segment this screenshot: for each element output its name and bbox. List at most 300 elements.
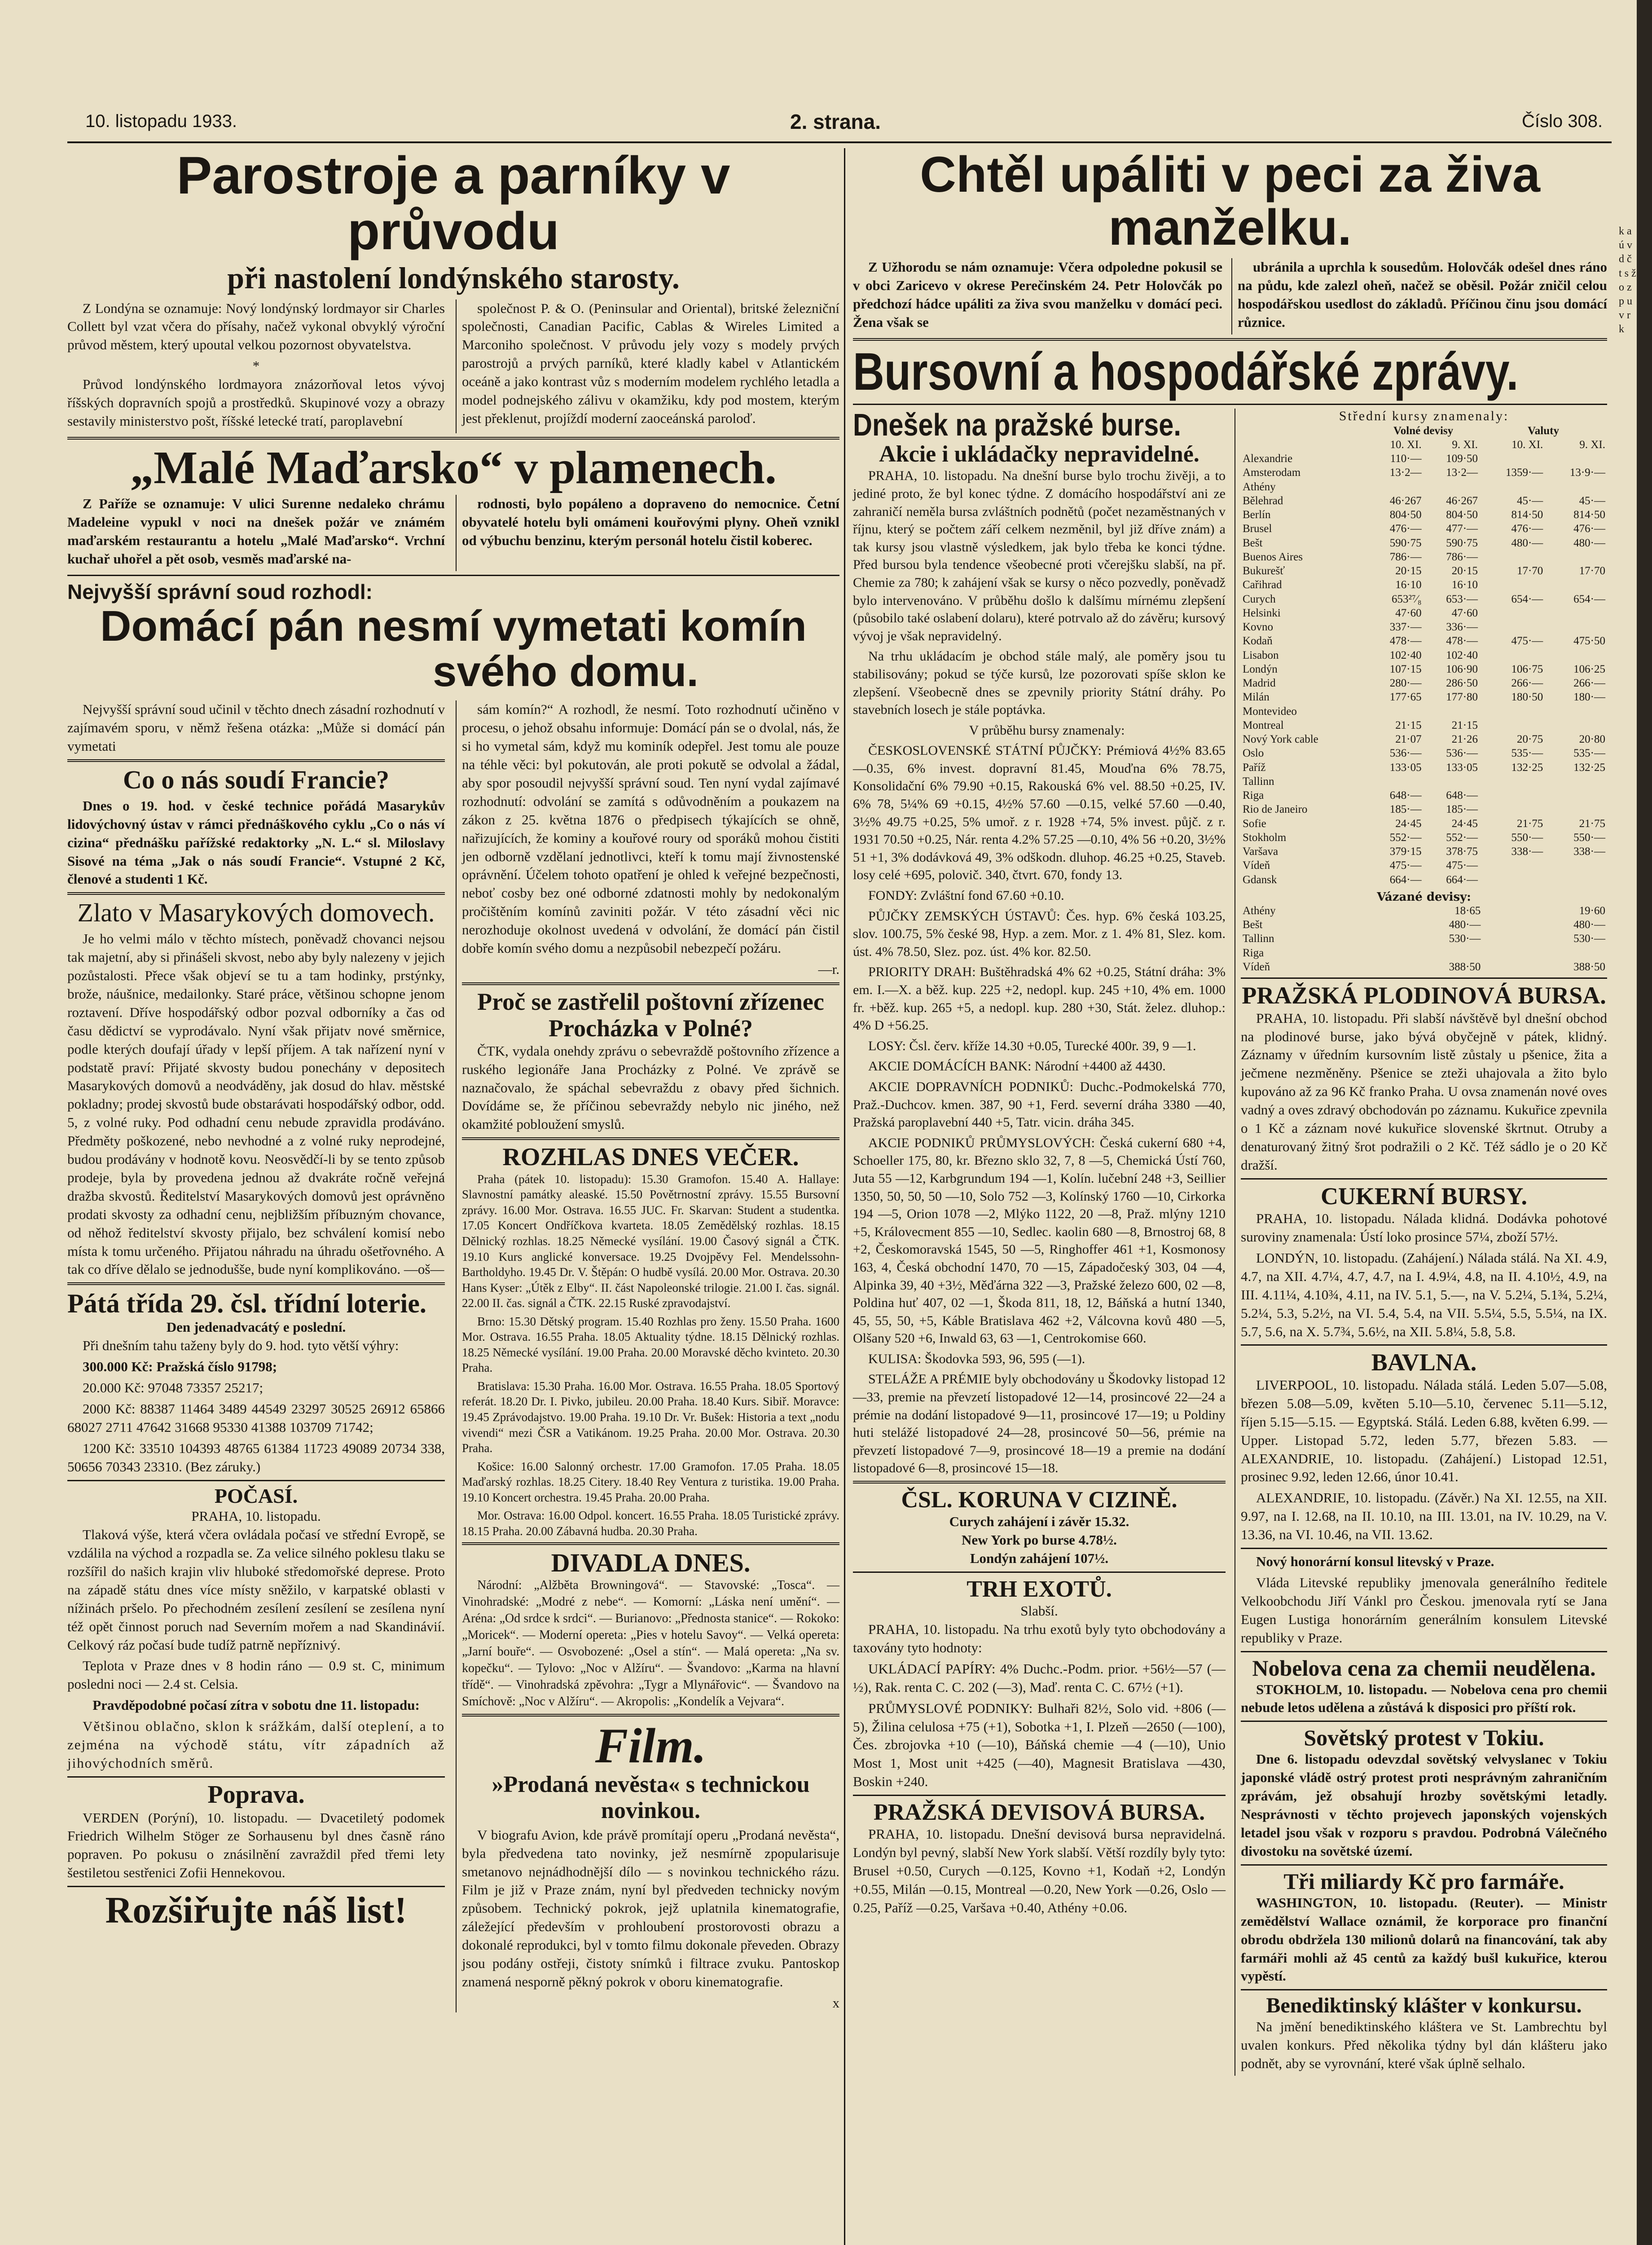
kursy-table [1241,424,1607,887]
farmari-title: Tři miliardy Kč pro farmáře. [1283,1868,1564,1894]
right-half [853,148,1607,2076]
rows-rate: 20·15 [1451,565,1478,577]
rows-rate: 102·40 [1446,649,1478,661]
plodinova-text: PRAHA, 10. listopadu. Při slabší návštěvě byl dnešní obchod na plodinové burse, jako bývá obyčejně v pátek, klidný. Záznamy v úředním kursovním listě zůstaly u pšenice, žita a ječmene nezměněny. Pšenice se zteži uhajovala a žito bylo kupováno až za 96 Kč franko Praha. U ovsa znamenán nové oves vadný a oves zdravý obchodován po záznamu. Kukuřice zpevnila o 1 Kč a záznam nové kukuřice slovenské škrtnut. Otruby a denaturovaný žitný šrot podražili o 2 Kč. Též sádlo je o 20 Kč dražší. [1241,1010,1607,1173]
rows-currency: Kodaň [1243,635,1273,647]
rows-rate [1480,480,1545,494]
rows-row [1241,761,1607,775]
vaz_rows-rate: 530·— [1449,933,1481,945]
nobel-title: Nobelova cena za chemii neudělena. [1252,1655,1596,1681]
rows-rate: 337·— [1389,621,1422,634]
rows-rate: 17·70 [1579,565,1605,577]
rows-rate: 286·50 [1446,677,1478,690]
divadla-title: DIVADLA DNES. [551,1548,751,1578]
rows-rate: 46·267 [1389,494,1422,507]
rows-currency: Paříž [1243,761,1266,774]
rows-row [1241,564,1607,578]
rows-row [1241,690,1607,704]
rows-currency: Helsinki [1243,607,1281,619]
rows-currency: Lisabon [1243,649,1279,661]
bavlna-text: LIVERPOOL, 10. listopadu. Nálada stálá. Leden 5.07—5.08, březen 5.08—5.09, květen 5.10—5.10, červenec 5.11—5.12, říjen 5.15—5.15. — Egyptská. Stálá. Leden 6.88, květen 6.99. — Upper. Listopad 5.72, leden 5.77, březen 5.83. — ALEXANDRIE, 10. listopadu. (Zahájení.) Listopad 12.51, prosinec 9.92, leden 12.66, únor 10.41. [1241,1377,1607,1485]
rows-rate: 106·25 [1573,663,1605,675]
rows-rate: 102·40 [1389,649,1422,661]
vaz_rows-rate [1358,918,1370,932]
poprava-text: VERDEN (Porýní), 10. listopadu. — Dvacetiletý podomek Friedrich Wilhelm Stöger ze Sorhausenu byl dnes časně ráno popraven. Po pokusu o znásilnění zavraždil před třemi lety šestiletou sestřenici Zofii Hennekovou. [67,1809,445,1881]
kursy-date: 10. XI. [1390,438,1422,451]
dnesek-subtitle: Akcie i ukládačky nepravidelné. [879,441,1199,467]
rows-row [1241,508,1607,522]
page-edge [1637,0,1652,2245]
dnesek-p8: LOSY: Čsl. červ. kříže 14.30 +0.05, Turecké 400r. 39, 9 —1. [868,1038,1196,1053]
rows-row [1241,858,1607,872]
rows-rate: 475·— [1446,859,1478,872]
rows-rate: 535·— [1573,747,1605,760]
vaz_rows-currency: Tallinn [1243,933,1274,945]
tokio-title: Sovětský protest v Tokiu. [1304,1725,1544,1751]
parostroje-lead: Z Londýna se oznamuje: Nový londýnský lordmayor sir Charles Collett byl vzat včera do přísahy, načež vykonal obvyklý výroční průvod městem, který upoutal velkou pozornost obyvatelstva. [67,300,445,353]
rows-row [1241,466,1607,480]
rozsirujte-banner: Rozšiřujte náš list! [105,1889,407,1932]
rows-rate: 13·2— [1446,467,1478,479]
rows-rate: 476·— [1389,523,1422,535]
rows-currency: Bělehrad [1243,494,1283,507]
rows-row [1241,634,1607,648]
francie-text: Dnes o 19. hod. v české technice pořádá Masarykův lidovýchovný ústav v rámci přednáškového cyklu „Co o nás ví cizina“ přednášku pařížské redaktorky „N. L.“ sl. Miloslavy Sisové na téma „Jak o nás soudí Francie“. Vstupné 2 Kč, členové a studenti 1 Kč. [67,797,445,887]
rows-rate [1480,858,1545,872]
rows-rate: 475·50 [1573,635,1605,647]
vaz_rows-currency: Athény [1243,904,1276,917]
exoty-subtitle: Slabší. [1020,1603,1058,1619]
vaz_rows-rate [1358,932,1370,946]
madarsko-title: „Malé Maďarsko“ v plamenech. [130,441,777,493]
rows-rate [1480,578,1545,592]
benedikt-title: Benediktinský klášter v konkursu. [1266,1994,1582,2018]
rows-rate: 478·— [1389,635,1422,647]
vaz_rows-rate [1369,946,1482,960]
bursovni-title: Bursovní a hospodářské zprávy. [853,342,1519,401]
rows-rate: 476·— [1573,523,1605,535]
rows-row [1241,873,1607,887]
star-separator: * [252,358,260,374]
madarsko-lead: Z Paříže se oznamuje: V ulici Surenne nedaleko chrámu Madeleine vypukl v noci na dnešek požár ve známém maďarském restaurantu a hotelu „Malé Maďarsko“. Vrchní kuchař uhořel a pět osob, vesměs maďarské na- [67,496,445,567]
rows-currency: Nový York cable [1243,733,1318,746]
rows-currency: Athény [1243,480,1276,493]
pocasi-text: Tlaková výše, která včera ovládala počasí ve střední Evropě, se vzdálila na východ a rozpadla se. Za velice silného poklesu tlaku se rozšířil do našich krajin vliv hluboké středomořské deprese. Proto na západě státu dnes více místy sněžilo, v karpatské oblasti v nížinách pršelo. Po přechodném zesílení zesílení se zesílena nyní též opět činnost poruch nad Severním mořem a nad Skandinávií. Celkový ráz počasí bude tudíž patrně nepříznivý. [67,1527,445,1653]
film-text: V biografu Avion, kde právě promítají operu „Prodaná nevěsta“, byla předvedena tato novinky, jež nesmírně zpopularisuje smetanovo nejnádhodnější dílo — s novinkou technického rázu. Film je již v Praze znám, nyní byl předveden technicky novým způsobem. Technický pokrok, jejž uplatnila kinematografie, záležející především v prohloubení prostorovosti obrazu a dokonalé reprodukci, byl v tomto filmu dokonale převeden. Obrazy jsou podány ostřeji, čistoty snímků i filtrace zvuku. Pantoskop znamená nesporně pěkný pokrok v oboru kinematografie. [462,1827,839,1990]
rows-row [1241,648,1607,662]
vaz_rows-rate: 480·— [1573,919,1605,931]
tokio-text: Dne 6. listopadu odevzdal sovětský velvyslanec v Tokiu japonské vládě ostrý protest proti nesprávným zahraničním zprávám, jež obsahují hrozby sovětskými letadly. Nesprávnosti v těchto projevech japonských vojenských letadel jsou však v rozporu s pravdou. Podrobná Válečného divostoku na sovětské území. [1241,1751,1607,1859]
postovni-text: ČTK, vydala onehdy zprávu o sebevraždě poštovního zřízence a ruského legionáře Jana Procházky z Polné. Ve zprávě se naznačovalo, že spáchal sebevraždu z obavy před šichnich. Dovídáme se, že příčinou sebevraždy nebylo nic jiného, než okamžité pobloužení smyslů. [462,1043,839,1132]
adjacent-page-fragment: k a ú v d č t s ž o z p u v r k [1619,225,1636,335]
rows-rate: 804·50 [1446,509,1478,521]
rozhlas-brno: Brno: 15.30 Dětský program. 15.40 Rozhlas pro ženy. 15.50 Praha. 1600 Mor. Ostrava. 16.55 Praha. 18.05 Aktuality týdne. 18.15 Dělnický rozhlas. 18.25 Německé vysílání. 19.00 Praha. 20.00 Moravské děcho kvinteto. 20.30 Praha. [462,1314,839,1375]
rows-rate: 177·65 [1389,691,1422,704]
soud-title: Domácí pán nesmí vymetati komín [100,602,807,650]
rows-row [1241,845,1607,858]
rows-row [1241,550,1607,564]
dnesek-p11: AKCIE PODNIKŮ PRŮMYSLOVÝCH: Česká cukerní 680 +4, Schoeller 175, 80, kr. Březno sklo 32, 7, 8 —5, Chemická Ústí 760, Juta 55 —12, Karbgrundum 194 —1, Kolín. lučební 248 +3, Seillier 1350, 50, 50, 50 —10, Solo 752 —3, Kolínský 1760 —10, Cirkorka 194 —5, Orion 1078 —2, Mlýko 1122, 20 —8, Praž. mlýny 1210 +5, Královecment 855 —10, Sedlec. kaolin 680 —8, Brnostroj 68, 8 +2, Českomoravská 1545, 50 —5, Ringhoffer 461 +1, Kosmonosy 163, 4, Česká obchodní 1470, 70 —15, Západočeský 303, 04 —4, Alpinka 39, 40 +3½, Měďárna 322 —3, Pražské železo 600, 02 —8, Poldina huť 407, 02 —1, Škoda 811, 18, 12, Báňská a hutní 1340, 45, 55, 50, +5, Káble Bratislava 462 +2, Válcovna kovů 480 —5, Olšany 520 +6, Inwald 63, 63 —1, Centrokomise 660. [853,1135,1226,1346]
kursy-date: 9. XI. [1579,438,1605,451]
poprava-title: Poprava. [207,1780,305,1809]
rows-row [1241,452,1607,466]
rows-rate: 475·— [1511,635,1543,647]
rows-currency: Alexandrie [1243,453,1293,465]
rows-rate: 480·— [1573,537,1605,549]
rows-rate [1545,718,1607,732]
cukerni-text-2: LONDÝN, 10. listopadu. (Zahájení.) Nálada stálá. Na XI. 4.9, 4.7, na XII. 4.7¼, 4.7, 4.7, na I. 4.9¼, 4.8, na II. 4.10½, 4.9, na III. 4.11¼, 4.10¾, 4.11, na IV. 5.1, 5.—, na V. 5.2¼, 5.1¾, 5.2¼, 5.2¼, 5.3, 5.2½, na VI. 5.4, 5.4, na VII. 5.5¼, 5.5, 5.5¼, na IX. 5.7, 5.6, na X. 5.7¾, 5.6½, na XII. 5.8¼, 5.8, 5.8. [1241,1250,1607,1339]
rows-rate: 21·75 [1516,817,1543,830]
vaz_rows-rate: 18·65 [1454,904,1481,917]
pocasi-forecast-title: Pravděpodobné počasí zítra v sobotu dne 11. listopadu: [92,1697,420,1713]
rows-rate [1545,788,1607,802]
vazane-table [1241,904,1607,974]
rozhlas-bratislava: Bratislava: 15.30 Praha. 16.00 Mor. Ostrava. 16.55 Praha. 18.05 Sportový referát. 18.20 Dr. I. Pivko, jubileu. 20.00 Praha. 18.40 Kurs. Sibiř. Moravce: 19.45 Zprávodajstvo. 19.00 Praha. 19.10 Dr. Vr. Bušek: Historia a text „nodu vivendi“ mezi ČSR a Vatikánom. 19.25 Praha. 20.00 Mor. Ostrava. 20.30 Praha. [462,1379,839,1455]
konsul-title: Nový honorární konsul litevský v Praze. [1256,1554,1494,1570]
vaz_rows-rate [1358,904,1370,918]
rows-rate: 1359·— [1505,467,1543,479]
upaliti-title: Chtěl upáliti v peci za živa manželku. [920,146,1540,255]
rows-rate: 477·— [1446,523,1478,535]
rows-rate: 814·50 [1573,509,1605,521]
rows-rate: 654·— [1511,593,1543,605]
issue-number: Číslo 308. [1522,111,1603,131]
rows-row [1241,480,1607,494]
rows-rate: 47·60 [1451,607,1478,619]
page-number: 2. strana. [790,110,881,133]
film-logo: Film. [595,1718,707,1773]
rows-rate: 177·80 [1446,691,1478,704]
rows-rate: 21·15 [1395,719,1422,731]
dnesek-p5: FONDY: Zvláštní fond 67.60 +0.10. [868,888,1064,903]
exoty-p1: PRAHA, 10. listopadu. Na trhu exotů byly tyto obchodovány a taxovány tyto hodnoty: [853,1621,1226,1655]
vaz_rows-rate [1358,960,1370,974]
pocasi-title: POČASÍ. [214,1484,298,1507]
rows-rate: 654·— [1573,593,1605,605]
pocasi-temp: Teplota v Praze dnes v 8 hodin ráno — 0.9 st. C, minimum posledni noci — 2.4 st. Celsia. [67,1658,445,1692]
kursy-head-free: Volné devisy [1393,424,1454,437]
rows-rate: 536·— [1446,747,1478,760]
vazane-title: Vázané devisy: [1377,890,1471,904]
dnesek-p7: PRIORITY DRAH: Buštěhradská 4% 62 +0.25, Státní dráha: 3% em. I.—X. a běž. kup. 225 +2, nedopl. kup. 245 +10, 4% em. 1000 fr. +běž. kup. 265 +5, a nedopl. kup. 280 +30, Stát. želez. dluhop.: 4% D +56.25. [853,964,1226,1033]
rozhlas-ostrava: Mor. Ostrava: 16.00 Odpol. koncert. 16.55 Praha. 18.05 Turistické zprávy. 18.15 Praha. 20.00 Zábavná hudba. 20.30 Praha. [462,1509,839,1538]
rows-currency: Vídeň [1243,859,1270,872]
rows-rate [1545,858,1607,872]
rows-rate: 24·45 [1451,817,1478,830]
rows-currency: Riga [1243,789,1264,802]
rows-rate: 180·50 [1511,691,1543,704]
vaz_rows-row [1241,960,1607,974]
rows-currency: Gdansk [1243,873,1277,886]
rows-rate [1545,802,1607,816]
rows-rate [1480,606,1545,620]
vaz_rows-currency: Riga [1243,946,1264,959]
rows-rate: 266·— [1511,677,1543,690]
rows-row [1241,704,1607,718]
rows-rate [1424,775,1480,788]
vaz_rows-row [1241,918,1607,932]
rows-rate: 20·80 [1579,733,1605,746]
nobel-text: STOKHOLM, 10. listopadu. — Nobelova cena pro chemii nebude letos udělena a zůstává k disposici pro příští rok. [1241,1681,1607,1716]
rows-rate: 106·90 [1446,663,1478,675]
rows-rate [1367,704,1423,718]
cukerni-text: PRAHA, 10. listopadu. Nálada klidná. Dodávka pohotové suroviny znamenala: Ústí loko prosince 57¼, zboží 57½. [1241,1211,1607,1245]
rows-currency: Madrid [1243,677,1276,690]
exoty-p3: PRŮMYSLOVÉ PODNIKY: Bulhaři 82½, Solo vid. +806 (—5), Žilina celulosa +75 (+1), Sobotka +1, I. Plzeň —2650 (—100), Čes. zbrojovka +10 (—10), Báňská chemie —4 (—10), Unio Most 1, Most unit +425 (—40), Magnesit Bratislava —430, Boskin +240. [853,1700,1226,1790]
upaliti-lead: Z Užhorodu se nám oznamuje: Včera odpoledne pokusil se v obci Zaricevo v okrese Perečinském 24. Petr Holovčák po předchozí hádce upáliti za živa svou manželku v domácí peci. Žena však se [853,259,1222,330]
rows-rate: 21·75 [1579,817,1605,830]
vaz_rows-rate [1358,946,1370,960]
rows-rate [1480,550,1545,564]
rows-currency: Oslo [1243,747,1264,760]
rows-row [1241,522,1607,536]
rows-rate: 185·— [1389,803,1422,816]
rows-row [1241,746,1607,760]
rows-rate: 664·— [1389,873,1422,886]
vaz_rows-row [1241,932,1607,946]
rows-rate: 476·— [1511,523,1543,535]
rows-rate [1545,775,1607,788]
rows-currency: Brusel [1243,523,1272,535]
film-mark: x [832,1994,839,2011]
rows-rate: 664·— [1446,873,1478,886]
rows-rate: 378·75 [1446,845,1478,858]
rows-rate: 45·— [1516,494,1543,507]
rozhlas-title: ROZHLAS DNES VEČER. [502,1143,799,1171]
rozhlas-praha: Praha (pátek 10. listopadu): 15.30 Gramofon. 15.40 A. Hallaye: Slavnostní památky aleaské. 15.50 Povětrnostní zprávy. 15.55 Bursovní zprávy. 16.00 Mor. Ostrava. 16.55 JUC. Fr. Skarvan: Student a studentka. 17.05 Koncert Ondříčkova kvarteta. 18.05 Zemědělský rozhlas. 18.15 Dělnický rozhlas. 18.25 Německé vysílání. 19.00 Časový signál a ČTK. 19.10 Kurs anglické konversace. 19.25 Dvojpěvy Fel. Mendelssohn-Bartholdyho. 19.45 Dr. V. Štěpán: O hudbě vysílá. 20.00 Mor. Ostrava. 20.30 Hans Kyser: „Útěk z Elby“. II. část Napoleonské trilogie. 21.00 I. čas. signál. 22.00 II. čas. signál a ČTK. 22.15 Ruské zpravodajství. [462,1172,839,1310]
rows-currency: Kovno [1243,621,1274,634]
dnesek-p3: V průběhu bursy znamenaly: [969,722,1125,738]
rows-rate [1424,480,1480,494]
rows-rate [1545,480,1607,494]
soud-kicker: Nejvyšší správní soud rozhodl: [67,580,373,603]
upaliti-body: ubránila a uprchla k sousedům. Holovčák odešel dnes ráno na půdu, kde zalezl oheň, načež se oběsil. Požár zničil celou hospodářskou usedlost do základů. Příčinou činu jsou domácí různice. [1238,259,1607,330]
rows-rate: 550·— [1511,831,1543,844]
rows-row [1241,662,1607,676]
rows-rate: 132·25 [1573,761,1605,774]
postovni-title: Proč se zastřelil poštovní zřízenec Procházka v Polné? [477,988,824,1042]
kursy-date: 9. XI. [1452,438,1478,451]
rows-currency: Bešt [1243,537,1263,549]
rows-rate [1545,873,1607,887]
rows-rate: 110·— [1390,453,1422,465]
bavlna-text-2: ALEXANDRIE, 10. listopadu. (Závěr.) Na XI. 12.55, na XII. 9.97, na I. 12.68, na II. 10.10, na III. 13.01, na IV. 10.29, na V. 13.36, na VI. 10.46, na VII. 13.62. [1241,1490,1607,1543]
kursy-title: Střední kursy znamenaly: [1339,408,1509,423]
vaz_rows-currency: Bešt [1243,919,1263,931]
dnesek-p10: AKCIE DOPRAVNÍCH PODNIKŮ: Duchc.-Podmokelská 770, Praž.-Duchcov. kmen. 387, 90 +1, Ferd. severní dráha 3380 —40, Pražská paroplavební 440 +5, Tatr. vicin. dráha 345. [853,1079,1226,1130]
rows-rate [1480,775,1545,788]
dnesek-title: Dnešek na pražské burse. [853,407,1181,442]
rows-rate: 590·75 [1446,537,1478,549]
loterie-win-3: 2000 Kč: 88387 11464 3489 44549 23297 30525 26912 65866 68027 2711 47642 31668 95330 41388 103709 71742; [67,1401,445,1435]
rows-currency: Tallinn [1243,775,1274,788]
parostroje-subtitle: při nastolení londýnského starosty. [227,260,680,295]
rows-rate [1480,620,1545,634]
film-title: »Prodaná nevěsta« s technickou novinkou. [492,1772,810,1823]
rows-rate: 21·07 [1395,733,1422,746]
exoty-p2: UKLÁDACÍ PAPÍRY: 4% Duchc.-Podm. prior. +56½—57 (—½), Rak. renta C. C. 202 (—3), Maď. renta C. C. 67½ (+1). [853,1660,1226,1695]
kursy-head-valuty: Valuty [1528,424,1559,437]
rows-rate [1480,704,1545,718]
left-half [67,148,839,2012]
rows-row [1241,536,1607,550]
loterie-subtitle: Den jedenadvacátý e poslední. [166,1319,346,1335]
rows-currency: Cařihrad [1243,579,1282,591]
rows-currency: Berlín [1243,509,1271,521]
rows-rate: 21·26 [1451,733,1478,746]
koruna-londyn: Londýn zahájení 107½. [970,1550,1109,1567]
rows-rate: 814·50 [1511,509,1543,521]
rows-row [1241,592,1607,606]
parostroje-body: Průvod londýnského lordmayora znázorňoval letos vývoj říšských dopravních spojů a prostředků. Skupinové vozy a obrazy sestavily ministerstvo pošt, říšské letecké tratí, paroplavební [67,376,445,429]
loterie-win-4: 1200 Kč: 33510 104393 48765 61384 11723 49089 20734 338, 50656 70343 23310. (Bez záruky.) [67,1440,445,1475]
rows-rate: 535·— [1511,747,1543,760]
rows-currency: Milán [1243,691,1270,704]
rows-rate: 16·10 [1451,579,1478,591]
rows-rate: 46·267 [1446,494,1478,507]
header-rule [67,141,1612,143]
rows-rate [1545,648,1607,662]
rows-currency: Stokholm [1243,831,1287,844]
rows-row [1241,775,1607,788]
rows-currency: Montevideo [1243,705,1297,718]
rows-rate: 786·— [1389,550,1422,563]
farmari-text: WASHINGTON, 10. listopadu. (Reuter). — Ministr zemědělství Wallace oznámil, že korporace pro finanční obrodu obdržela 130 milionů dolarů na financování, tak aby farmáři mohli až 45 centů za každý bušl kukuřice, kterou vypěstí. [1241,1894,1607,1984]
rows-rate: 280·— [1389,677,1422,690]
vaz_rows-row [1241,946,1607,960]
pocasi-dateline: PRAHA, 10. listopadu. [191,1508,321,1524]
dnesek-p9: AKCIE DOMÁCÍCH BANK: Národní +4400 až 4430. [868,1059,1166,1074]
parostroje-body-2: společnost P. & O. (Peninsular and Oriental), britské železniční společnosti, Canadian Pacific, Cablas & Wireles Limited a Marconiho společnost. V průvodu jely vozy s modely prvých parostrojů a prvých parníků, které kladly kabel v Atlantickém oceáně a jako kontrast vůz s moderním modelem rychlého letadla a model podnejského zálivu v okamžiku, kdy pod mostem, kterým jest překlenut, projíždí moderní zaoceánská paroloď. [462,300,839,427]
vaz_rows-currency: Vídeň [1243,960,1270,973]
vaz_rows-rate: 388·50 [1449,960,1481,973]
rows-currency: Varšava [1243,845,1279,858]
francie-title: Co o nás soudí Francie? [123,765,389,795]
rows-rate [1424,704,1480,718]
vaz_rows-rate [1482,918,1494,932]
rows-rate [1545,620,1607,634]
rows-currency: Montreal [1243,719,1284,731]
rows-rate: 480·— [1511,537,1543,549]
soud-signature: —r. [818,961,839,977]
rows-currency: Amsterodam [1243,467,1301,479]
rows-row [1241,494,1607,508]
exoty-title: TRH EXOTŮ. [967,1576,1112,1602]
rows-row [1241,606,1607,620]
dnesek-p4: ČESKOSLOVENSKÉ STÁTNÍ PŮJČKY: Prémiová 4½% 83.65 —0.35, 6% invest. dopravní 81.45, Mouďna 6% 78.75, Konsolidační 6% 79.90 +0.15, Rakouská 6% vel. 88.50 +0.25, IV. 6% 78, 5¼% 69 +0.15, 4½% 57.60 —0.15, velké 57.60 —0.40, 3½% 49.75 +0.25, 5% umoř. z r. 1928 +74, 5% invest. půjč. z r. 1931 70.50 +0.25, Nár. renta 4.2% 57.25 —0.10, 4% 56 +0.20, 3½% 51 +1, 3% dodávková 49, 3% odškodn. dluhop. 46.25 +0.25, Staveb. losy celé +695, polovič. 340, čtvrt. 670, fondy 13. [853,743,1226,883]
rows-rate: 648·— [1446,789,1478,802]
loterie-title: Pátá třída 29. čsl. třídní loterie. [67,1289,426,1319]
rows-currency: Rio de Janeiro [1243,803,1308,816]
rows-currency: Curych [1243,593,1276,605]
parostroje-title: Parostroje a parníky v průvodu [176,146,730,261]
rows-rate: 338·— [1511,845,1543,858]
rows-rate: 590·75 [1389,537,1422,549]
rows-rate: 552·— [1446,831,1478,844]
rows-row [1241,676,1607,690]
rows-rate: 653²⁷⁄₈ [1392,593,1422,605]
rows-rate: 379·15 [1389,845,1422,858]
devisova-title: PRAŽSKÁ DEVISOVÁ BURSA. [873,1800,1205,1826]
dnesek-p13: STELÁŽE A PRÉMIE byly obchodovány u Škodovky listopad 12—33, premie na převzetí listopadové 12—14, prosincové 22—24 a prémie na dodání listopadové 9—11, prosincové 17—19; u Poldiny huti stelážé listopadové 24—28, prosincové 50—56, prémie na převzetí listopadové 7—9, prosincové 18—19 a premie na dodání listopadové 6—8, prosincové 15—18. [853,1372,1226,1476]
dnesek-p6: PŮJČKY ZEMSKÝCH ÚSTAVŮ: Čes. hyp. 6% česká 103.25, slov. 100.75, 5% české 98, Hyp. a zem. Mor. z 1. 4% 81, Slez. kom. úst. 4% 78.50, Slez. poz. úst. 4% kor. 82.50. [853,908,1226,959]
rows-rate: 21·15 [1451,719,1478,731]
rows-rate: 336·— [1446,621,1478,634]
dnesek-p2: Na trhu ukládacím je obchod stále malý, ale poměry jsou tu stabilisovány; pokud se týče kursů, lze pozorovati spíše sklon ke zlepšení. Všeobecně dnes se zpevnily priority Státní dráhy. Po stavebních losech je stále poptávka. [853,649,1226,718]
cukerni-title: CUKERNÍ BURSY. [1320,1182,1528,1210]
vaz_rows-rate [1482,960,1494,974]
rows-rate: 180·— [1573,691,1605,704]
rows-rate: 550·— [1573,831,1605,844]
pocasi-forecast: Většinou oblačno, sklon k srážkám, další oteplení, a to zejména na východě státu, vítr západních až jihovýchodních směrů. [67,1718,445,1771]
rows-currency: Bukurešť [1243,565,1285,577]
madarsko-body: rodnosti, bylo popáleno a dopraveno do nemocnice. Četní obyvatelé hotelu byli omámeni kouřovými plyny. Oheň vznikl od výbuchu benzinu, kterým personál hotelu čistil koberec. [462,496,839,548]
rows-row [1241,718,1607,732]
rows-rate: 17·70 [1516,565,1543,577]
rows-rate: 475·— [1389,859,1422,872]
rows-rate: 648·— [1389,789,1422,802]
rows-rate [1545,550,1607,564]
rows-rate: 185·— [1446,803,1478,816]
rows-rate: 20·75 [1516,733,1543,746]
rows-rate [1367,775,1423,788]
rows-row [1241,732,1607,746]
soud-title-2: svého domu. [432,647,699,696]
rows-rate [1367,480,1423,494]
kursy-date: 10. XI. [1511,438,1543,451]
rows-rate [1480,788,1545,802]
rows-rate: 133·05 [1389,761,1422,774]
center-divider [844,148,845,2245]
rows-rate: 13·2— [1389,467,1422,479]
rows-rate: 338·— [1573,845,1605,858]
rows-rate [1480,452,1545,466]
loterie-win-1: 300.000 Kč: Pražská číslo 91798; [83,1359,277,1375]
rows-rate: 552·— [1389,831,1422,844]
rows-rate: 24·45 [1395,817,1422,830]
rows-rate [1480,802,1545,816]
rows-row [1241,802,1607,816]
rows-rate: 47·60 [1395,607,1422,619]
rows-rate: 20·15 [1395,565,1422,577]
rows-rate: 45·— [1579,494,1605,507]
rozhlas-kosice: Košice: 16.00 Salonný orchestr. 17.00 Gramofon. 17.05 Praha. 18.05 Maďarský rozhlas. 18.25 Citery. 18.40 Rey Ventura z turistika. 19.00 Praha. 19.10 Koncert orchestra. 19.45 Praha. 20.00 Praha. [462,1459,839,1504]
rows-rate: 13·9·— [1569,467,1605,479]
devisova-text: PRAHA, 10. listopadu. Dnešní devisová bursa nepravidelná. Londýn byl pevný, slabší New York slabší. Větší rozdíly byly tyto: Brusel +0.50, Curych —0.125, Kovno +1, Kodaň +2, Londýn +0.55, Milán —0.15, Montreal —0.20, New York —0.26, Oslo —0.25, Paříž —0.25, Varšava +0.40, Athény +0.06. [853,1826,1226,1916]
rows-rate [1545,452,1607,466]
koruna-curych: Curych zahájení i závěr 15.32. [949,1514,1129,1530]
rows-rate: 266·— [1573,677,1605,690]
vaz_rows-rate [1482,946,1494,960]
rows-row [1241,831,1607,845]
rows-currency: Londýn [1243,663,1278,675]
bavlna-title: BAVLNA. [1371,1349,1477,1376]
rows-rate: 132·25 [1511,761,1543,774]
vaz_rows-rate [1494,946,1607,960]
rows-currency: Sofie [1243,817,1266,830]
dnesek-p1: PRAHA, 10. listopadu. Na dnešní burse bylo trochu živěji, a to jediné proto, že byl konec týdne. Z domácího hospodářství ani ze zahraničí neměla bursa zvláštních podnětů (počet nezaměstnaných v říjnu, který se počtem září celkem nezměnil, byl již dříve znám) a tak kursy jsou vlastně výsledkem, jak bylo třeba ke konci týdne. Před bursou byla tendence všeobecné proti včerejšku slabší, na př. Chemie za 780; k zahájení však se kursy o něco pozvedly, poněvadž bylo intervenováno. V průběhu došlo k dalšímu mírnému zlepšení (působilo také oslabení dolaru), které potrvalo až do závěru; kursový vývoj je však nepravidelný. [853,468,1226,643]
rows-row [1241,788,1607,802]
zlato-title: Zlato v Masarykových domovech. [77,898,435,928]
vaz_rows-rate: 530·— [1573,933,1605,945]
rows-rate: 106·75 [1511,663,1543,675]
soud-lead: Nejvyšší správní soud učinil v těchto dnech zásadní rozhodnutí v zajímavém sporu, v němž řešena otázka: „Může si domácí pán vymetati [67,701,445,754]
issue-date: 10. listopadu 1933. [85,111,237,131]
rows-rate [1545,578,1607,592]
loterie-win-2: 20.000 Kč: 97048 73357 25217; [83,1380,264,1396]
koruna-newyork: New York po burse 4.78½. [962,1532,1117,1548]
zlato-text: Je ho velmi málo v těchto místech, poněvadž chovanci nejsou tak majetní, aby si přinášeli skvost, nebo aby byly nalezeny v jejich pozůstalosti. Přece však objeví se tu a tam hodinky, prstýnky, brože, náušnice, medailonky. Staré práce, většinou schopne jenom roztavení. Dříve hospodářský odbor pozval odborníky a čas od času dědictví se vyprodávalo. Nyní však přijatv nové směrnice, podle kterých doufají úřady v lepší příjem. A tak nařízení nyní v podstatě praví: Přijaté skvosty budou ponechány v depositech Masarykových domovů a neodváděny, jak dosud do hlav. městské pokladny; prodej skvostů bude obstarávati hospodářský odbor, odd. 5, z volné ruky. Pod odhadní cenu nebude zpravidla prodáváno. Předměty poškozené, nebo nevhodné a z volné ruky neprodejné, budou prodávány v hodnotě kovu. Neosvědčí-li by se tento způsob prodeje, byla by provedena jednou až dvakráte ročně veřejná dražba skvostů. Ředitelství Masarykových domovů jest oprávněno prodati skvosty za odhadní cenu, nejbližším příbuzným chovance, od něhož ředitelství skvosty přijalo, bez schválení komisí nebo místa k tomu určeného. Přijatou náhradu na úhradu ošetřovného. A tak co dříve dělalo se jednodušše, bude nyní komplikováno. —oš— [67,931,445,1277]
